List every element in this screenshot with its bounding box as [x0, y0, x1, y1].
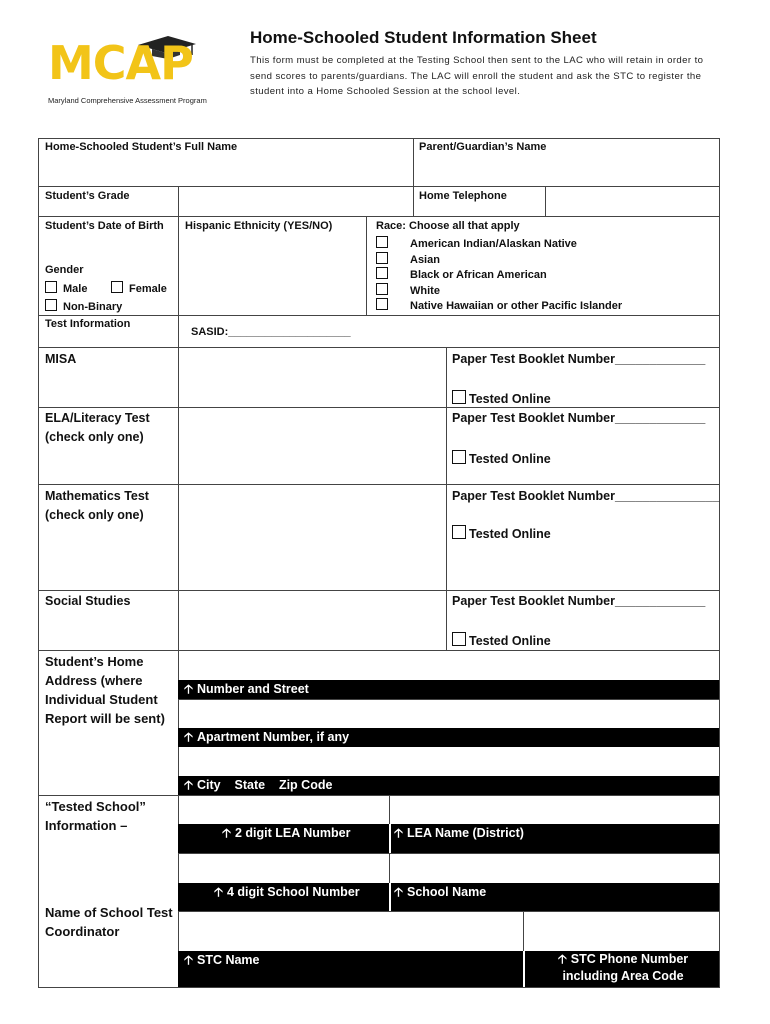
arrow-up-icon: 🡡 [214, 885, 223, 899]
arrow-up-icon: 🡡 [184, 778, 193, 792]
grade-field[interactable] [180, 188, 412, 215]
school-name-field[interactable] [391, 855, 718, 881]
number-street-bar: 🡡 Number and Street [178, 680, 719, 699]
arrow-up-icon: 🡡 [394, 885, 403, 899]
test-info-label: Test Information [45, 318, 131, 330]
misa-label: MISA [45, 352, 77, 366]
checkbox-icon[interactable] [376, 236, 388, 248]
apartment-field[interactable] [180, 701, 718, 726]
checkbox-icon[interactable] [452, 450, 466, 464]
ela-booklet-field[interactable]: Paper Test Booklet Number_____________ [452, 411, 706, 425]
sasid-field[interactable]: SASID:____________________ [191, 326, 351, 338]
number-street-field[interactable] [180, 652, 718, 678]
race-label: Race: Choose all that apply [376, 220, 520, 232]
lea-name-field[interactable] [391, 797, 718, 822]
tested-school-label: “Tested School” Information – [45, 799, 146, 833]
arrow-up-icon: 🡡 [222, 826, 231, 840]
intro-text: This form must be completed at the Testing School then sent to the LAC who will retain in order to send scores to parents/guardians. The LAC will enroll the student and ask the STC to register the student into a Home Schooled Session at the school level. [250, 55, 704, 97]
gender-male-option[interactable]: Male [45, 281, 87, 295]
checkbox-icon[interactable] [45, 281, 57, 293]
stc-name-field[interactable] [180, 913, 522, 949]
stc-name-label: 🡡 STC Name [184, 953, 260, 967]
mcap-logo [48, 35, 228, 109]
dob-label: Student’s Date of Birth [45, 220, 164, 232]
gender-label: Gender [45, 264, 84, 276]
page-title: Home-Schooled Student Information Sheet [250, 28, 597, 47]
school-bar [178, 883, 719, 911]
race-option-pacific-islander[interactable]: Native Hawaiian or other Pacific Islander [376, 298, 622, 312]
home-phone-field[interactable] [547, 188, 718, 215]
lea-number-field[interactable] [180, 797, 388, 822]
checkbox-icon[interactable] [111, 281, 123, 293]
school-number-field[interactable] [180, 855, 388, 881]
gender-female-option[interactable]: Female [111, 281, 167, 295]
race-option-american-indian[interactable]: American Indian/Alaskan Native [376, 236, 577, 250]
math-tested-online[interactable]: Tested Online [452, 525, 551, 541]
city-state-zip-bar: 🡡 City State Zip Code [178, 776, 719, 795]
logo-text: MCAP [48, 36, 193, 90]
school-name-label: 🡡 School Name [394, 885, 487, 899]
home-phone-label: Home Telephone [419, 190, 507, 202]
grade-label: Student’s Grade [45, 190, 130, 202]
ela-tested-online[interactable]: Tested Online [452, 450, 551, 466]
race-option-white[interactable]: White [376, 283, 440, 297]
checkbox-icon[interactable] [376, 298, 388, 310]
arrow-up-icon: 🡡 [184, 682, 193, 696]
school-number-label: 🡡 4 digit School Number [214, 885, 360, 899]
student-full-name-label: Home-Schooled Student’s Full Name [45, 141, 238, 153]
arrow-up-icon: 🡡 [557, 952, 567, 966]
hispanic-label: Hispanic Ethnicity (YES/NO) [185, 220, 333, 232]
parent-name-label: Parent/Guardian’s Name [419, 141, 547, 153]
lea-name-label: 🡡 LEA Name (District) [394, 826, 524, 840]
ela-label: ELA/Literacy Test (check only one) [45, 411, 150, 444]
checkbox-icon[interactable] [45, 299, 57, 311]
misa-booklet-field[interactable]: Paper Test Booklet Number_____________ [452, 352, 706, 366]
arrow-up-icon: 🡡 [184, 953, 193, 967]
stc-phone-field[interactable] [525, 913, 718, 949]
stc-bar [178, 951, 719, 987]
social-studies-label: Social Studies [45, 594, 131, 608]
checkbox-icon[interactable] [452, 390, 466, 404]
social-tested-online[interactable]: Tested Online [452, 632, 551, 648]
arrow-up-icon: 🡡 [184, 730, 193, 744]
gender-nonbinary-option[interactable]: Non-Binary [45, 299, 122, 313]
checkbox-icon[interactable] [452, 632, 466, 646]
arrow-up-icon: 🡡 [394, 826, 403, 840]
checkbox-icon[interactable] [452, 525, 466, 539]
misa-tested-online[interactable]: Tested Online [452, 390, 551, 406]
checkbox-icon[interactable] [376, 252, 388, 264]
race-option-black[interactable]: Black or African American [376, 267, 547, 281]
lea-number-label: 🡡 2 digit LEA Number [222, 826, 351, 840]
stc-phone-label: 🡡 STC Phone Number including Area Code [557, 952, 689, 983]
math-label: Mathematics Test (check only one) [45, 489, 149, 522]
social-booklet-field[interactable]: Paper Test Booklet Number_____________ [452, 594, 706, 608]
home-address-label: Student’s Home Address (where Individual Student Report will be sent) [45, 654, 165, 726]
race-option-asian[interactable]: Asian [376, 252, 440, 266]
checkbox-icon[interactable] [376, 267, 388, 279]
city-state-zip-field[interactable] [180, 748, 718, 773]
stc-label: Name of School Test Coordinator [45, 905, 173, 939]
checkbox-icon[interactable] [376, 283, 388, 295]
lea-bar [178, 824, 719, 853]
logo-subtitle: Maryland Comprehensive Assessment Program [48, 96, 207, 105]
apartment-bar: 🡡 Apartment Number, if any [178, 728, 719, 747]
math-booklet-field[interactable]: Paper Test Booklet Number_______________ [452, 489, 720, 503]
